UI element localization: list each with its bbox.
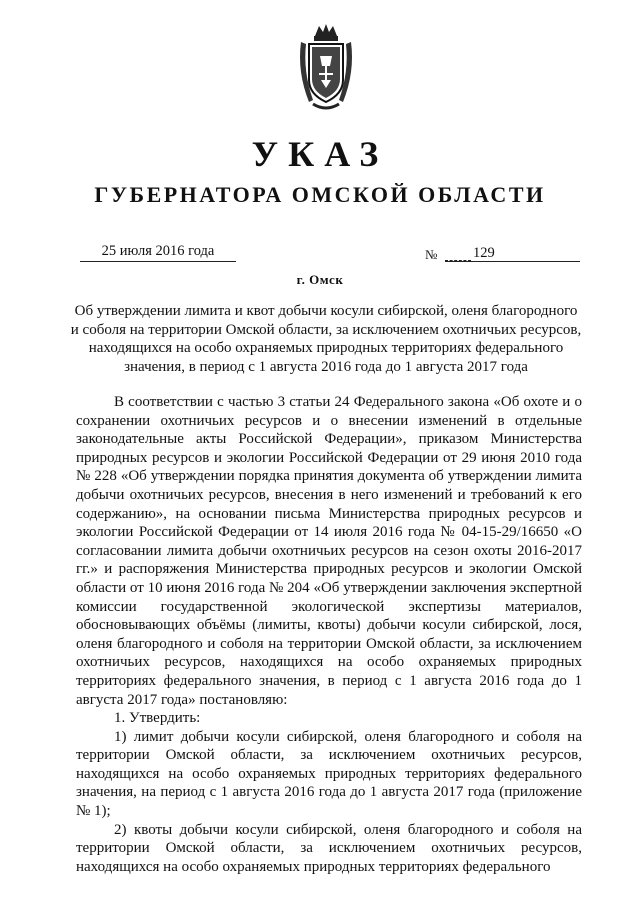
document-city: г. Омск [296, 272, 344, 287]
document-heading: Об утверждении лимита и квот добычи косули сибирской, оленя благородного и соболя на территории Омской области, за исключением охотничьих ресурсов, находящихся на особо охраняемых природных территориях федерального значения, в период с 1 августа 2016 года до 1 августа 2017 года [70, 303, 582, 375]
document-date: 25 июля 2016 года [80, 243, 236, 262]
number-value: 129 [473, 245, 495, 261]
intro-paragraph: В соответствии с частью 3 статьи 24 Федерального закона «Об охоте и о сохранении охотничьих ресурсов и о внесении изменений в отдельные законодательные акты Российской Федерации», приказом Министерства природных ресурсов и экологии Российской Федерации от 29 июня 2010 года № 228 «Об утверждении порядка принятия документа об утверждении лимита добычи охотничьих ресурсов, внесения в него изменений и требований к его содержанию», на основании письма Министерства природных ресурсов и экологии Российской Федерации от 14 июля 2016 года № 04-15-29/16650 «О согласовании лимита добычи охотничьих ресурсов на сезон охоты 2016-2017 гг.» и распоряжения Министерства природных ресурсов и экологии Омской области от 10 июня 2016 года № 204 «Об утверждении заключения экспертной комиссии государственной экологической экспертизы материалов, обосновывающих объёмы (лимиты, квоты) добычи косули сибирской, лося, оленя благородного и соболя на территории Омской области, за исключением охотничьих ресурсов, находящихся на особо охраняемых природных территориях федерального значения, в период с 1 августа 2016 года до 1 августа 2017 года» постановляю: [76, 394, 582, 708]
document-number [425, 245, 580, 265]
document-subtitle: ГУБЕРНАТОРА ОМСКОЙ ОБЛАСТИ [94, 182, 546, 207]
number-underline [445, 261, 580, 262]
document-title: УКАЗ [251, 134, 389, 174]
item-1-2: 2) квоты добычи косули сибирской, оленя благородного и соболя на территории Омской области, за исключением охотничьих ресурсов, находящихся на особо охраняемых природных территориях федерального [76, 821, 582, 875]
number-label: № [425, 247, 438, 262]
omsk-coat-of-arms-icon [295, 22, 357, 112]
document-body [76, 393, 582, 876]
item-1: 1. Утвердить: [114, 710, 201, 727]
item-1-1: 1) лимит добычи косули сибирской, оленя благородного и соболя на территории Омской области, за исключением охотничьих ресурсов, находящихся на особо охраняемых природных территориях федерального значения, на период с 1 августа 2016 года до 1 августа 2017 года (приложение № 1); [76, 728, 582, 820]
